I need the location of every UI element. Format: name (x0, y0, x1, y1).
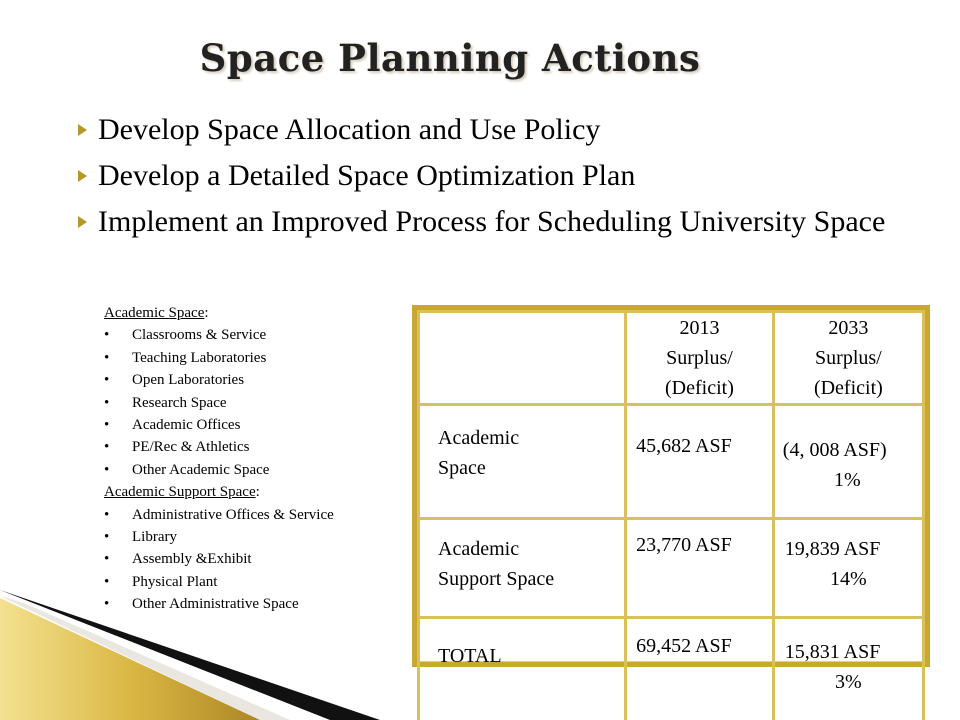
value-2013: 69,452 ASF (626, 618, 774, 720)
slide-title: Space Planning Actions (199, 36, 701, 80)
value-2033: 19,839 ASF 14% (773, 519, 923, 618)
space-categories (104, 302, 414, 616)
table-row (419, 618, 924, 720)
table-row (419, 519, 924, 618)
percent: 14% (830, 568, 867, 590)
list-item: • Research Space (104, 392, 414, 414)
surplus-table (412, 305, 930, 693)
header-2013: 2013 Surplus/ (Deficit) (626, 312, 774, 405)
list-item: • Open Laboratories (104, 369, 414, 391)
action-text: Develop a Detailed Space Optimization Plan (98, 159, 636, 192)
academic-support-space-list (104, 504, 414, 616)
value-2013: 45,682 ASF (626, 405, 774, 519)
academic-space-list (104, 324, 414, 481)
action-item (78, 158, 938, 194)
list-item: • PE/Rec & Athletics (104, 436, 414, 458)
arrow-bullet-icon (78, 124, 87, 136)
list-item: • Physical Plant (104, 571, 414, 593)
action-text: Develop Space Allocation and Use Policy (98, 113, 601, 146)
list-item: • Other Administrative Space (104, 593, 414, 615)
row-label: TOTAL (419, 618, 626, 720)
value-2033: (4, 008 ASF) 1% (773, 405, 923, 519)
list-item: • Classrooms & Service (104, 324, 414, 346)
academic-support-space-heading: Academic Support Space: (104, 484, 260, 501)
table-header-row (419, 312, 924, 405)
action-list (78, 112, 938, 250)
action-item (78, 112, 938, 148)
list-item: • Other Academic Space (104, 459, 414, 481)
arrow-bullet-icon (78, 170, 87, 182)
list-item: • Administrative Offices & Service (104, 504, 414, 526)
list-item: • Academic Offices (104, 414, 414, 436)
header-2033: 2033 Surplus/ (Deficit) (773, 312, 923, 405)
percent: 1% (834, 469, 861, 491)
row-label: Academic Space (419, 405, 626, 519)
value-2033: 15,831 ASF 3% (773, 618, 923, 720)
action-text: Implement an Improved Process for Scheduling University Space (98, 205, 886, 238)
action-item (78, 204, 938, 240)
row-label: Academic Support Space (419, 519, 626, 618)
value-2013: 23,770 ASF (626, 519, 774, 618)
header-empty-cell (419, 312, 626, 405)
list-item: • Assembly &Exhibit (104, 548, 414, 570)
table-row (419, 405, 924, 519)
percent: 3% (835, 671, 862, 693)
list-item: • Library (104, 526, 414, 548)
arrow-bullet-icon (78, 216, 87, 228)
list-item: • Teaching Laboratories (104, 347, 414, 369)
academic-space-heading: Academic Space: (104, 305, 209, 321)
